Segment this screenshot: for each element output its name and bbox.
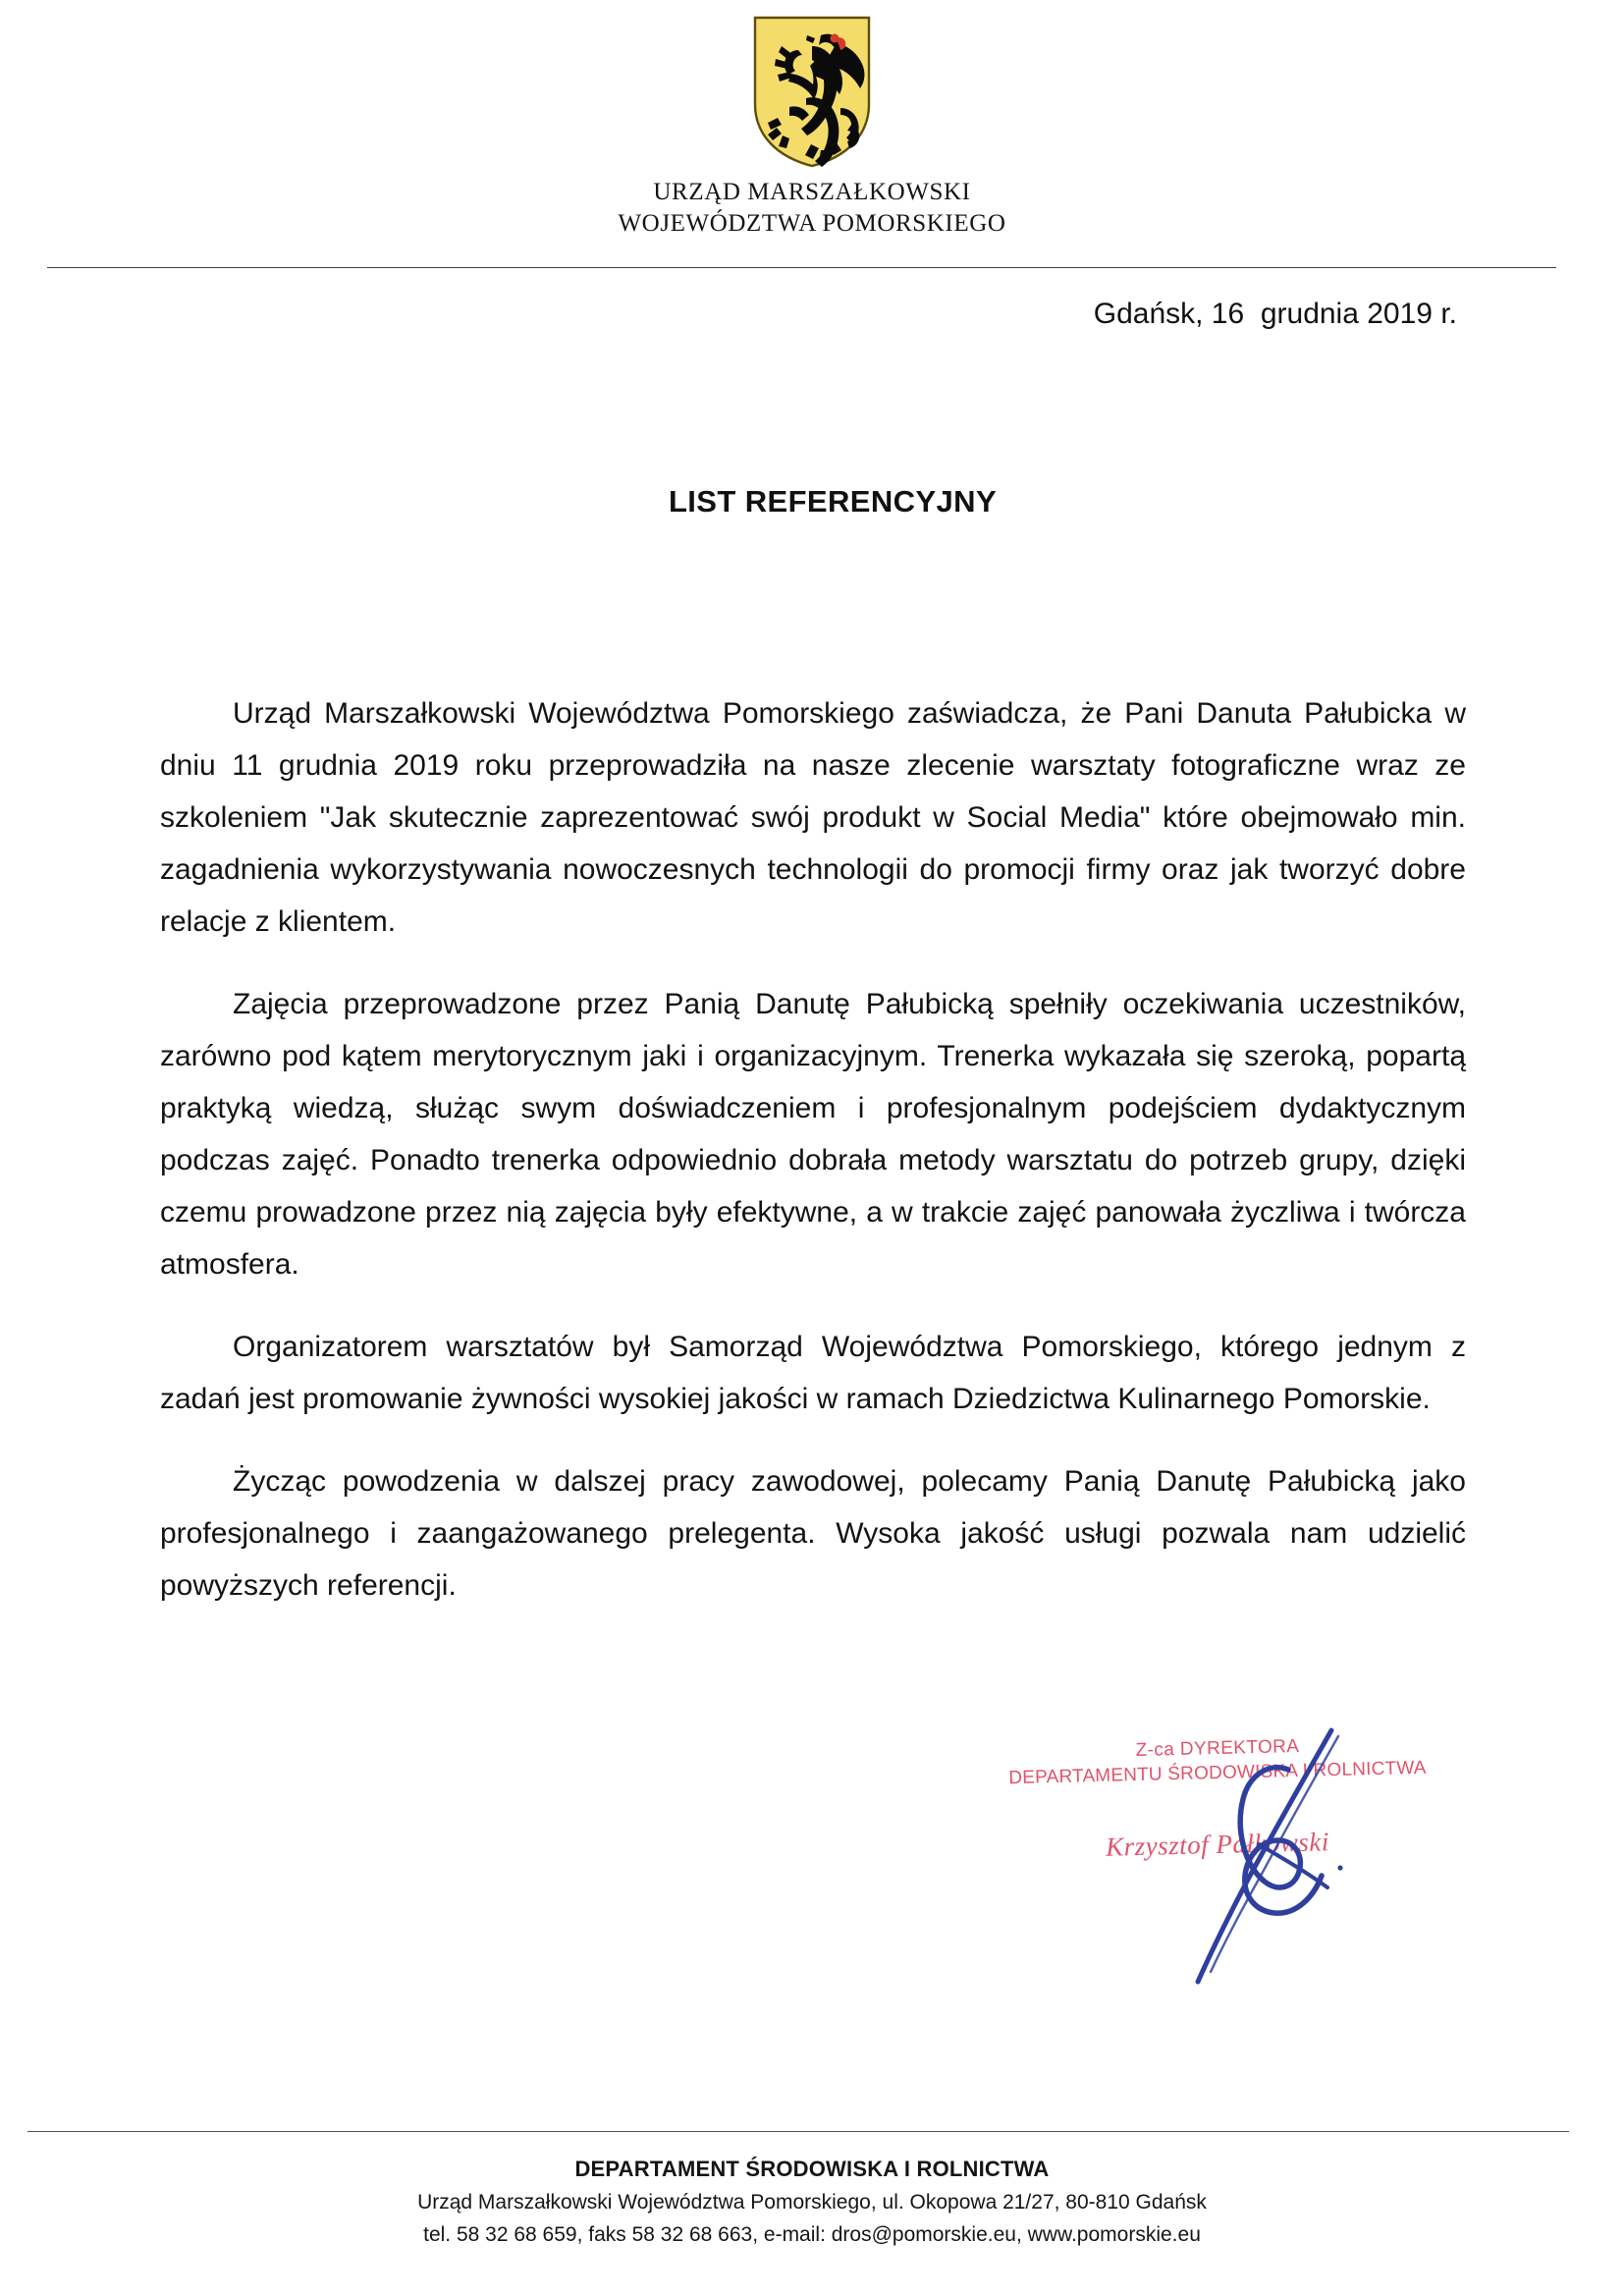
date-line: Gdańsk, 16 grudnia 2019 r. [1093,298,1457,330]
letter-body [160,687,1466,1612]
organization-name [0,177,1624,240]
letterhead [0,0,1624,240]
footer-contact: tel. 58 32 68 659, faks 58 32 68 663, e-mail: dros@pomorskie.eu, www.pomorskie.eu [423,2223,1201,2246]
paragraph-3: Organizatorem warsztatów był Samorząd Województwa Pomorskiego, którego jednym z zadań jest promowanie żywności wysokiej jakości w ramach Dziedzictwa Kulinarnego Pomorskie. [160,1331,1466,1415]
footer-divider [27,2131,1569,2132]
crest-container [0,0,1624,169]
stamp-title-line: Z-ca DYREKTORA [1135,1735,1300,1762]
page-title: LIST REFERENCYJNY [668,484,998,519]
stamp-signer-name: Krzysztof Pałkowski [1105,1827,1330,1862]
official-stamp [992,1735,1443,1862]
page-footer [0,2157,1624,2247]
signature-block [992,1735,1502,1994]
paragraph-4: Życząc powodzenia w dalszej pracy zawodowej, polecamy Panią Danutę Pałubicką jako profesjonalnego i zaangażowanego prelegenta. Wysoka jakość usługi pozwala nam udzielić powyższych referencji. [160,1465,1466,1602]
footer-address: Urząd Marszałkowski Województwa Pomorskiego, ul. Okopowa 21/27, 80-810 Gdańsk [417,2191,1207,2214]
paragraph-2: Zajęcia przeprowadzone przez Panią Danutę Pałubicką spełniły oczekiwania uczestników, zarówno pod kątem merytorycznym jaki i organizacyjnym. Trenerka wykazała się szeroką, popartą praktyką wiedzą, służąc swym doświadczeniem i profesjonalnym podejściem dydaktycznym podczas zajęć. Ponadto trenerka odpowiednio dobrała metody warsztatu do potrzeb grupy, dzięki czemu prowadzone przez nią zajęcia były efektywne, a w trakcie zajęć panowała życzliwa i twórcza atmosfera. [160,988,1466,1281]
footer-department: DEPARTAMENT ŚRODOWISKA I ROLNICTWA [574,2157,1050,2181]
organization-name-line-2: WOJEWÓDZTWA POMORSKIEGO [618,210,1006,237]
coat-of-arms-icon [750,14,874,169]
stamp-department-line: DEPARTAMENTU ŚRODOWISKA I ROLNICTWA [1008,1757,1427,1789]
header-divider [47,267,1556,268]
organization-name-line-1: URZĄD MARSZAŁKOWSKI [653,179,971,205]
paragraph-1: Urząd Marszałkowski Województwa Pomorskiego zaświadcza, że Pani Danuta Pałubicka w dniu 11 grudnia 2019 roku przeprowadziła na nasze zlecenie warsztaty fotograficzne wraz ze szkoleniem "Jak skutecznie zaprezentować swój produkt w Social Media" które obejmowało min. zagadnienia wykorzystywania nowoczesnych technologii do promocji firmy oraz jak tworzyć dobre relacje z klientem. [160,697,1466,938]
